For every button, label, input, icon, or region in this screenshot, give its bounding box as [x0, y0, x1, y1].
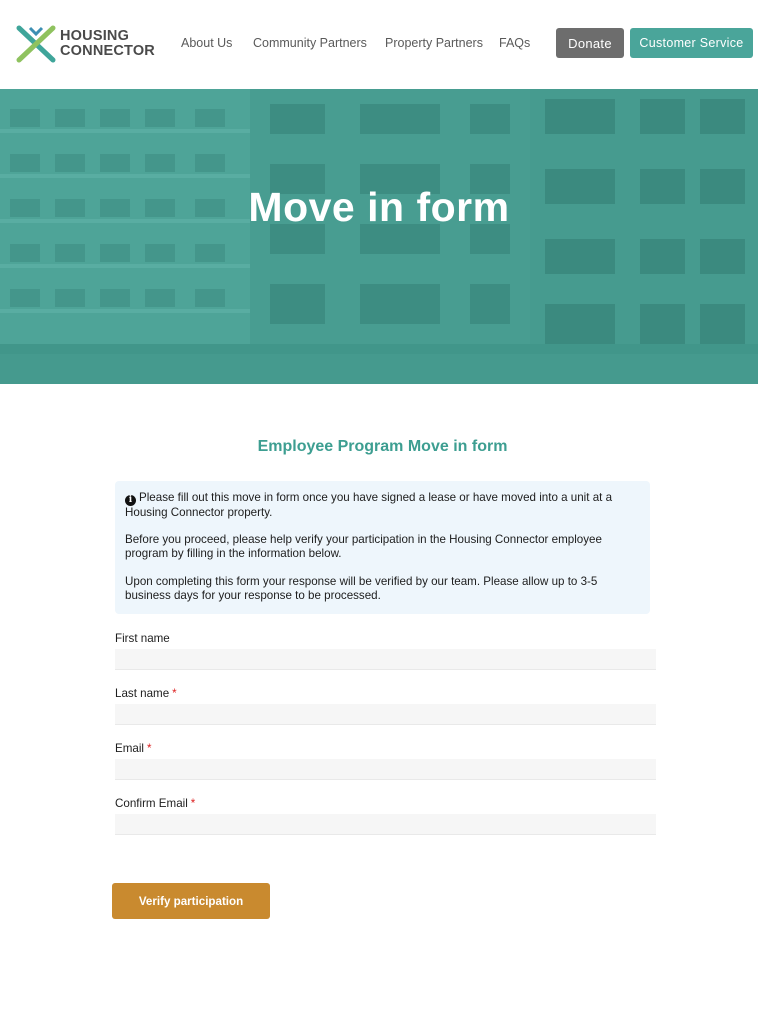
first-name-input[interactable]: [115, 649, 656, 670]
first-name-label: [115, 632, 170, 645]
last-name-label: [115, 687, 177, 700]
apartment-building-image: [0, 89, 758, 384]
housing-connector-logo[interactable]: [16, 24, 156, 64]
confirm-email-input[interactable]: [115, 814, 656, 835]
confirm-email-label: [115, 797, 195, 810]
hero-banner: [0, 89, 758, 384]
email-label-text: Email: [115, 742, 144, 755]
form-heading: Employee Program Move in form: [257, 438, 508, 455]
notice-paragraph-2: Before you proceed, please help verify your participation in the Housing Connector employee program by filling in the information below.: [125, 533, 602, 560]
logo-x-mark-icon: [16, 24, 56, 64]
logo-wordmark: [60, 29, 155, 59]
last-name-label-text: Last name: [115, 687, 170, 700]
customer-service-button[interactable]: Customer Service: [630, 28, 753, 58]
last-name-input[interactable]: [115, 704, 656, 725]
info-notice-box: [115, 481, 650, 614]
site-header: [0, 0, 758, 88]
nav-community-partners[interactable]: Community Partners: [253, 36, 367, 50]
nav-faqs[interactable]: FAQs: [499, 36, 531, 50]
logo-line-1: HOUSING: [60, 28, 130, 44]
donate-button[interactable]: Donate: [556, 28, 624, 58]
email-input[interactable]: [115, 759, 656, 780]
logo-line-2: CONNECTOR: [60, 43, 155, 59]
first-name-label-text: First name: [115, 632, 170, 645]
required-asterisk: *: [147, 742, 152, 755]
notice-text-1: Please fill out this move in form once you have signed a lease or have moved into a unit at a Housing Connector property.: [125, 491, 613, 519]
nav-property-partners[interactable]: Property Partners: [385, 36, 483, 50]
notice-paragraph-1: [125, 491, 641, 520]
email-label: [115, 742, 152, 755]
confirm-email-label-text: Confirm Email: [115, 797, 188, 810]
required-asterisk: *: [190, 797, 196, 810]
notice-paragraph-3: Upon completing this form your response will be verified by our team. Please allow up to 3-5 business days for your response to be processed.: [125, 575, 598, 602]
page-title: Move in form: [248, 184, 510, 230]
nav-about-us[interactable]: About Us: [181, 36, 233, 50]
verify-participation-button[interactable]: Verify participation: [112, 883, 270, 919]
info-circle-icon: i: [125, 495, 136, 506]
required-asterisk: *: [172, 687, 177, 700]
